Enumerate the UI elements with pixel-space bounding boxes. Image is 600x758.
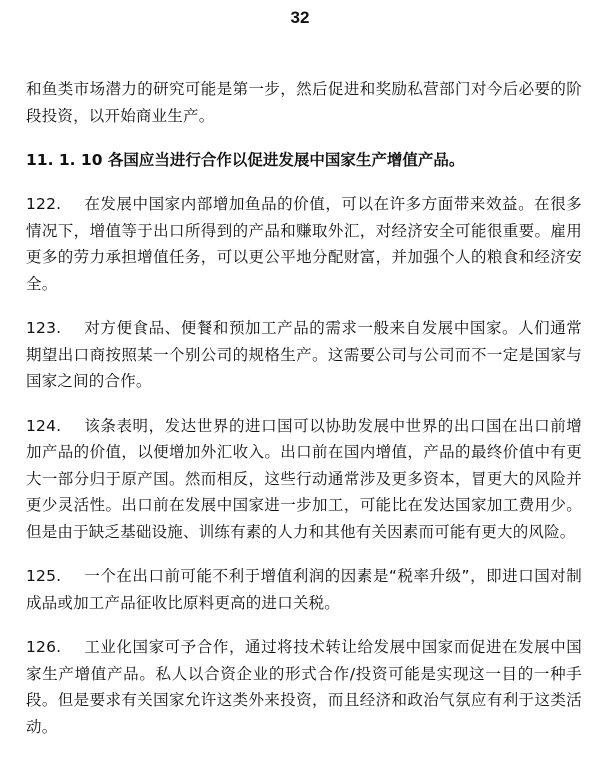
paragraph-text: 在发展中国家内部增加鱼品的价值，可以在许多方面带来效益。在很多情况下，增值等于出口所得到的产品和赚取外汇，对经济安全可能很重要。雇用更多的劳力承担增值任务，可以更公平地分配财富，并加强个人的粮食和经济安全。 bbox=[26, 195, 582, 293]
paragraph-text: 对方便食品、便餐和预加工产品的需求一般来自发展中国家。人们通常期望出口商按照某一个别公司的规格生产。这需要公司与公司而不一定是国家与国家之间的合作。 bbox=[26, 319, 582, 390]
page-number: 32 bbox=[290, 8, 310, 27]
document-body bbox=[26, 76, 582, 758]
section-heading: 11. 1. 10 各国应当进行合作以促进发展中国家生产增值产品。 bbox=[26, 151, 465, 169]
paragraph-text: 工业化国家可予合作，通过将技术转让给发展中国家而促进在发展中国家生产增值产品。私人以合资企业的形式合作/投资可能是实现这一目的一种手段。但是要求有关国家允许这类外来投资，而且经济和政治气氛应有利于这类活动。 bbox=[26, 638, 582, 736]
paragraph-number: 125. bbox=[26, 567, 62, 585]
paragraph-number: 124. bbox=[26, 416, 62, 435]
paragraph-text: 该条表明，发达世界的进口国可以协助发展中世界的出口国在出口前增加产品的价值，以便增加外汇收入。出口前在国内增值，产品的最终价值中有更大一部分归于原产国。然而相反，这些行动通常涉及更多资本，冒更大的风险并更少灵活性。出口前在发展中国家进一步加工，可能比在发达国家加工费用少。但是由于缺乏基础设施、训练有素的人力和其他有关因素而可能有更大的风险。 bbox=[26, 416, 582, 541]
paragraph-122 bbox=[26, 191, 582, 297]
paragraph-126 bbox=[26, 634, 582, 740]
paragraph-number: 123. bbox=[26, 319, 62, 337]
paragraph-number: 122. bbox=[26, 195, 62, 213]
paragraph-number: 126. bbox=[26, 638, 62, 656]
paragraph-125 bbox=[26, 563, 582, 616]
paragraph-text: 一个在出口前可能不利于增值利润的因素是“税率升级”，即进口国对制成品或加工产品征收比原料更高的进口关税。 bbox=[26, 567, 582, 612]
paragraph-124 bbox=[26, 413, 582, 546]
intro-paragraph: 和鱼类市场潜力的研究可能是第一步，然后促进和奖励私营部门对今后必要的阶段投资，以开始商业生产。 bbox=[26, 80, 582, 125]
paragraph-123 bbox=[26, 315, 582, 395]
